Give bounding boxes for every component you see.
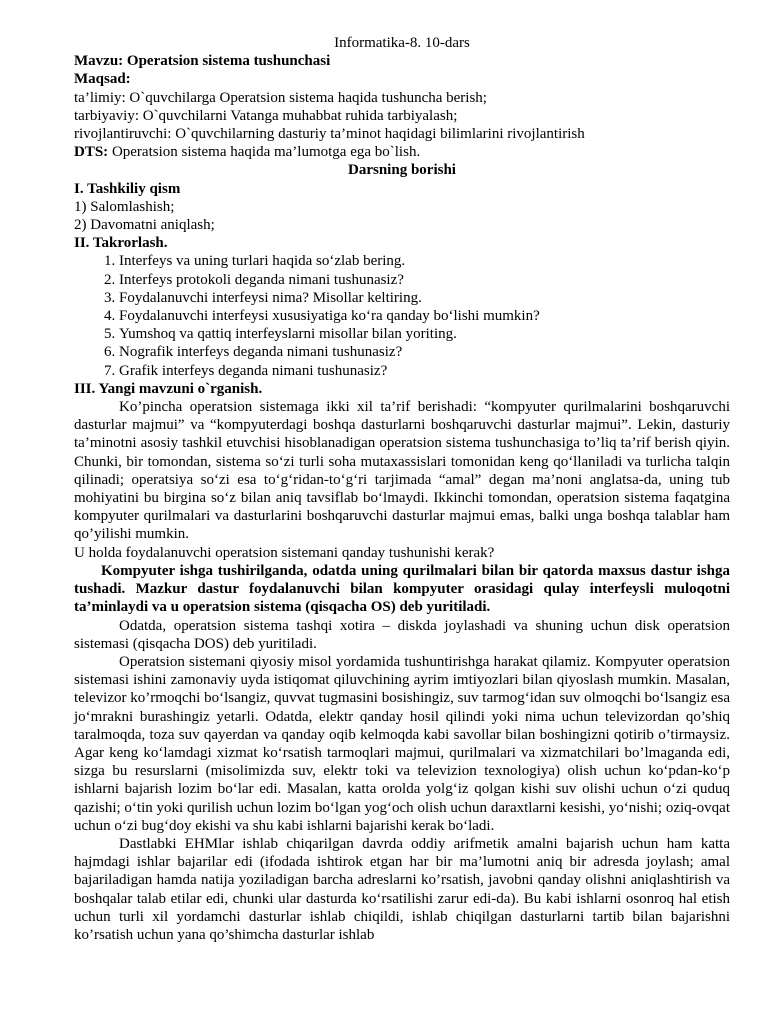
- paragraph-os-definition: Kompyuter ishga tushirilganda, odatda uning qurilmalari bilan bir qatorda maxsus dastur ishga tushadi. Mazkur dastur foydalanuvchi bilan kompyuter orasidagi qulay interfeysli muloqotni ta’minlaydi va u operatsion sistema (qisqacha OS) deb yuritiladi.: [74, 562, 730, 616]
- topic-value: Operatsion sistema tushunchasi: [126, 53, 331, 70]
- topic-label: Mavzu:: [74, 53, 124, 70]
- goal-educational: ta’limiy: O`quvchilarga Operatsion sistema haqida tushuncha berish;: [74, 89, 487, 106]
- paragraph-comparison: Operatsion sistemani qiyosiy misol yordamida tushuntirishga harakat qilamiz. Kompyuter operatsion sistemasi ishini zamonaviy uyda istiqomat qiluvchining ayrim imtiyozlari bilan qiyoslash mumkin. Masalan, televizor ko’rmoqchi bo‘lsangiz, quvvat tugmasini bosishingiz, suv tarmog‘idan suv olmoqchi bo‘lsangiz esa jo‘mrakni burashingiz yetarli. Odatda, elektr qanday hosil qilindi yoki nima uchun televizordan qo’shiq taralmoqda, toza suv qayerdan va qanday oqib kelmoqda kabi savollar bilan boshingizni qotirib o’tirmaysiz. Agar keng ko‘lamdagi xizmat ko‘rsatish tarmoqlari majmui, qurilmalari va xizmatchilari bo’lmaganda edi, sizga bu resurslarni (misolimizda suv, elektr toki va televizion texnologiya) olish uchun ko‘pdan-ko‘p ishlarni bajarish lozim bo‘lar edi. Masalan, katta orolda yolg‘iz qolgan kishi suv olishi uchun o‘zi quduq qazishi; o‘tin yoki qurilish uchun lozim bo‘lgan yog‘och olish uchun daraxtlarni kesishi, yo‘nishi; oziq-ovqat uchun o‘zi bug‘doy ekishi va shu kabi ishlarni bajarishi kerak bo‘ladi.: [74, 653, 730, 834]
- review-question: 3. Foydalanuvchi interfeysi nima? Misollar keltiring.: [119, 289, 730, 307]
- document-page: [74, 34, 730, 944]
- review-question: 7. Grafik interfeys deganda nimani tushunasiz?: [119, 362, 730, 380]
- paragraph-history: Dastlabki EHMlar ishlab chiqarilgan davrda oddiy arifmetik amalni bajarish uchun ham katta hajmdagi ishlar bajarilar edi (ifodada ishtirok etgan har bir ma’lumotni aniq bir adresda joylash; amal bajariladigan hamda natija yoziladigan barcha adreslarni ko’rsatish, javobni qanday olishni aniqlashtirish va boshqalar talab etilar edi, chunki ular dasturda ko‘rsatilishi zarur edi-da). Bu kabi ishlarni osonroq hal etish uchun turli xil yordamchi dasturlar ishlab chiqildi, ishlab chiqilgan dasturlarni tartib bilan bajarishni ko’rsatish uchun yana qo’shimcha dasturlar ishlab: [74, 835, 730, 943]
- dts-label: DTS:: [74, 144, 109, 161]
- lesson-heading: Darsning borishi: [348, 162, 456, 179]
- review-questions-list: [74, 252, 730, 379]
- topic-line: [74, 52, 730, 70]
- section3-title: III. Yangi mavzuni o`rganish.: [74, 380, 263, 397]
- paragraph-dos: Odatda, operatsion sistema tashqi xotira – diskda joylashadi va shuning uchun disk operatsion sistemasi (qisqacha DOS) deb yuritiladi.: [74, 617, 730, 652]
- dts-value: Operatsion sistema haqida ma’lumotga ega bo`lish.: [108, 144, 421, 161]
- section1-item: 1) Salomlashish;: [74, 198, 175, 215]
- review-question: 2. Interfeys protokoli deganda nimani tushunasiz?: [119, 271, 730, 289]
- section1-item: 2) Davomatni aniqlash;: [74, 217, 215, 234]
- dts-line: [74, 143, 730, 161]
- paragraph-definitions: Ko’pincha operatsion sistemaga ikki xil ta’rif berishadi: “kompyuter qurilmalarini boshqaruvchi dasturlar majmui” va “kompyuterdagi boshqa dasturlarni boshqaruvchi dasturlar majmui”. Lekin, dasturiy ta’minotni asosiy tashkil etuvchisi hisoblanadigan operatsion sistema tushunchasiga to’liq ta’rif berish qiyin. Chunki, bir tomondan, sistema so‘zi turli soha mutaxassislari tomonidan keng qo‘llaniladi va turlicha talqin qilinadi; operatsiya so‘zi esa to‘g‘ridan-to‘g‘ri tarjimada “amal” degan ma’noni anglatsa-da, uning tub mohiyatini bu birgina so‘z bilan aniq tavsiflab bo‘lmaydi. Ikkinchi tomondan, operatsion sistema faqatgina kompyuter qurilmalari va dasturlarini boshqaruvchi dasturlar majmui emas, balki unga boshqa talablar ham qo’yilishi mumkin.: [74, 399, 730, 543]
- goal-upbringing: tarbiyaviy: O`quvchilarni Vatanga muhabbat ruhida tarbiyalash;: [74, 107, 458, 124]
- goal-label: Maqsad:: [74, 71, 131, 88]
- paragraph-question: U holda foydalanuvchi operatsion sistemani qanday tushunishi kerak?: [74, 544, 495, 561]
- document-header: Informatika-8. 10-dars: [334, 35, 470, 51]
- section1-title: I. Tashkiliy qism: [74, 180, 181, 197]
- goal-developmental: rivojlantiruvchi: O`quvchilarning dasturiy ta’minot haqidagi bilimlarini rivojlantirish: [74, 126, 585, 143]
- review-question: 4. Foydalanuvchi interfeysi xususiyatiga ko‘ra qanday bo‘lishi mumkin?: [119, 307, 730, 325]
- review-question: 6. Nografik interfeys deganda nimani tushunasiz?: [119, 343, 730, 361]
- review-question: 5. Yumshoq va qattiq interfeyslarni misollar bilan yoriting.: [119, 325, 730, 343]
- review-question: 1. Interfeys va uning turlari haqida so‘zlab bering.: [119, 252, 730, 270]
- section2-title: II. Takrorlash.: [74, 235, 168, 252]
